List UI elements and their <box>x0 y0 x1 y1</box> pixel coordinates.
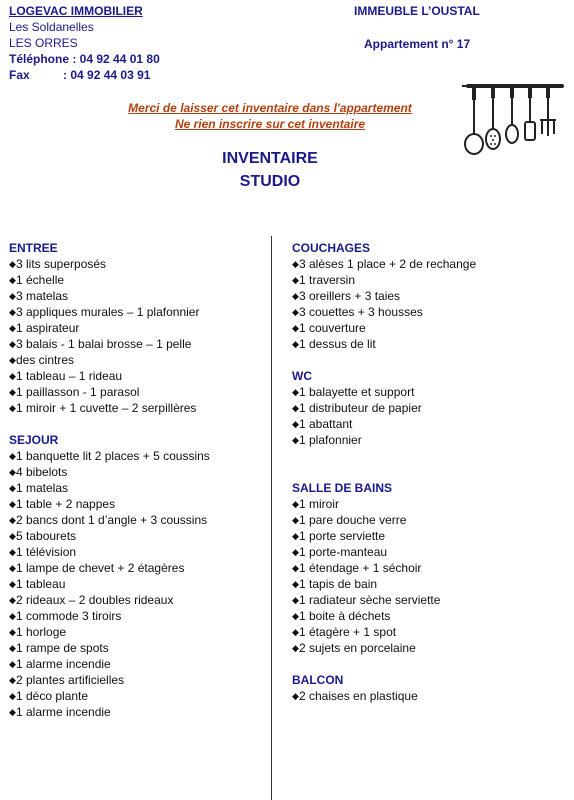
list-item <box>292 624 562 640</box>
list-item <box>9 272 264 288</box>
section-title: SEJOUR <box>9 433 59 447</box>
list-item <box>292 304 562 320</box>
apartment-number: Appartement n° 17 <box>364 37 471 51</box>
list-item-text: 1 radiateur sèche serviette <box>299 593 441 607</box>
diamond-bullet-icon: ◆ <box>9 595 16 605</box>
list-item-text: 1 pare douche verre <box>299 513 407 527</box>
section-couchages <box>292 240 562 352</box>
diamond-bullet-icon: ◆ <box>292 339 299 349</box>
list-item <box>292 384 562 400</box>
list-item-text: 2 rideaux – 2 doubles rideaux <box>16 593 174 607</box>
list-item-text: 3 couettes + 3 housses <box>299 305 423 319</box>
list-item-text: des cintres <box>16 353 75 367</box>
list-item-text: 4 bibelots <box>16 465 68 479</box>
list-item-text: 1 table + 2 nappes <box>16 497 116 511</box>
diamond-bullet-icon: ◆ <box>292 419 299 429</box>
list-item <box>9 576 264 592</box>
diamond-bullet-icon: ◆ <box>292 435 299 445</box>
list-item <box>292 432 562 448</box>
list-item <box>292 256 562 272</box>
list-item-text: 2 sujets en porcelaine <box>299 641 416 655</box>
list-item <box>292 560 562 576</box>
kitchen-utensils-icon <box>462 82 568 162</box>
diamond-bullet-icon: ◆ <box>9 467 16 477</box>
diamond-bullet-icon: ◆ <box>292 627 299 637</box>
list-item <box>292 608 562 624</box>
diamond-bullet-icon: ◆ <box>9 515 16 525</box>
diamond-bullet-icon: ◆ <box>292 595 299 605</box>
list-item-text: 1 traversin <box>299 273 356 287</box>
list-item <box>292 576 562 592</box>
list-item-text: 1 banquette lit 2 places + 5 coussins <box>16 449 210 463</box>
list-item <box>292 416 562 432</box>
list-item-text: 1 distributeur de papier <box>299 401 422 415</box>
list-item-text: 1 rampe de spots <box>16 641 109 655</box>
diamond-bullet-icon: ◆ <box>9 259 16 269</box>
building-name: IMMEUBLE L’OUSTAL <box>354 4 480 18</box>
list-item <box>9 640 264 656</box>
list-item-text: 1 miroir + 1 cuvette – 2 serpillères <box>16 401 197 415</box>
section-title: SALLE DE BAINS <box>292 481 393 495</box>
list-item-text: 1 miroir <box>299 497 340 511</box>
list-item-text: 1 balayette et support <box>299 385 415 399</box>
list-item <box>9 528 264 544</box>
list-item-text: 1 matelas <box>16 481 69 495</box>
list-item <box>9 464 264 480</box>
notice-line-no-writing: Ne rien inscrire sur cet inventaire <box>174 117 366 131</box>
diamond-bullet-icon: ◆ <box>9 275 16 285</box>
diamond-bullet-icon: ◆ <box>9 307 16 317</box>
section-spacer <box>9 416 264 432</box>
list-item <box>9 288 264 304</box>
list-item <box>292 320 562 336</box>
list-item-text: 1 porte serviette <box>299 529 386 543</box>
list-item <box>9 448 264 464</box>
list-item-text: 1 étagère + 1 spot <box>299 625 397 639</box>
diamond-bullet-icon: ◆ <box>9 403 16 413</box>
list-item-text: 1 aspirateur <box>16 321 80 335</box>
diamond-bullet-icon: ◆ <box>292 515 299 525</box>
list-item <box>9 592 264 608</box>
section-sejour <box>9 432 264 720</box>
list-item <box>9 624 264 640</box>
list-item <box>9 496 264 512</box>
list-item-text: 3 oreillers + 3 taies <box>299 289 401 303</box>
list-item-text: 1 boite à déchets <box>299 609 391 623</box>
list-item <box>292 640 562 656</box>
section-wc <box>292 368 562 448</box>
section-title: COUCHAGES <box>292 241 371 255</box>
diamond-bullet-icon: ◆ <box>9 323 16 333</box>
diamond-bullet-icon: ◆ <box>9 531 16 541</box>
list-item-text: 3 lits superposés <box>16 257 107 271</box>
diamond-bullet-icon: ◆ <box>292 387 299 397</box>
list-item <box>9 480 264 496</box>
diamond-bullet-icon: ◆ <box>292 307 299 317</box>
list-item-text: 2 chaises en plastique <box>299 689 418 703</box>
list-item-text: 1 horloge <box>16 625 67 639</box>
diamond-bullet-icon: ◆ <box>9 339 16 349</box>
list-item-text: 1 alarme incendie <box>16 705 111 719</box>
column-divider <box>271 236 272 800</box>
diamond-bullet-icon: ◆ <box>292 691 299 701</box>
diamond-bullet-icon: ◆ <box>9 627 16 637</box>
list-item-text: 1 tapis de bain <box>299 577 378 591</box>
diamond-bullet-icon: ◆ <box>9 387 16 397</box>
section-spacer <box>292 352 562 368</box>
document-title: INVENTAIRE <box>222 150 318 167</box>
diamond-bullet-icon: ◆ <box>9 547 16 557</box>
list-item <box>292 496 562 512</box>
diamond-bullet-icon: ◆ <box>292 643 299 653</box>
list-item-text: 3 alèses 1 place + 2 de rechange <box>299 257 477 271</box>
list-item-text: 1 étendage + 1 séchoir <box>299 561 422 575</box>
list-item-text: 1 dessus de lit <box>299 337 376 351</box>
section-entree <box>9 240 264 416</box>
diamond-bullet-icon: ◆ <box>9 499 16 509</box>
diamond-bullet-icon: ◆ <box>9 643 16 653</box>
notice-line-keep: Merci de laisser cet inventaire dans l'appartement <box>128 101 412 115</box>
list-item <box>292 544 562 560</box>
diamond-bullet-icon: ◆ <box>292 259 299 269</box>
list-item-text: 1 échelle <box>16 273 65 287</box>
diamond-bullet-icon: ◆ <box>9 355 16 365</box>
list-item-text: 1 alarme incendie <box>16 657 111 671</box>
list-item-text: 2 bancs dont 1 d’angle + 3 coussins <box>16 513 208 527</box>
diamond-bullet-icon: ◆ <box>292 499 299 509</box>
document-subtitle: STUDIO <box>239 173 301 190</box>
list-item <box>9 704 264 720</box>
diamond-bullet-icon: ◆ <box>9 371 16 381</box>
diamond-bullet-icon: ◆ <box>292 275 299 285</box>
section-spacer <box>292 448 562 480</box>
list-item-text: 1 couverture <box>299 321 366 335</box>
diamond-bullet-icon: ◆ <box>292 323 299 333</box>
diamond-bullet-icon: ◆ <box>292 403 299 413</box>
list-item <box>292 336 562 352</box>
list-item <box>9 368 264 384</box>
diamond-bullet-icon: ◆ <box>9 675 16 685</box>
agency-fax: Fax : 04 92 44 03 91 <box>9 68 151 82</box>
diamond-bullet-icon: ◆ <box>9 291 16 301</box>
list-item <box>9 336 264 352</box>
list-item-text: 1 porte-manteau <box>299 545 388 559</box>
list-item <box>9 560 264 576</box>
section-spacer <box>292 656 562 672</box>
list-item <box>9 512 264 528</box>
list-item <box>9 608 264 624</box>
diamond-bullet-icon: ◆ <box>9 579 16 589</box>
section-title: BALCON <box>292 673 344 687</box>
diamond-bullet-icon: ◆ <box>9 611 16 621</box>
diamond-bullet-icon: ◆ <box>9 659 16 669</box>
inventory-left-column <box>9 240 264 720</box>
list-item-text: 1 commode 3 tiroirs <box>16 609 122 623</box>
list-item-text: 1 abattant <box>299 417 353 431</box>
list-item-text: 1 tableau <box>16 577 66 591</box>
list-item-text: 1 lampe de chevet + 2 étagères <box>16 561 185 575</box>
diamond-bullet-icon: ◆ <box>292 579 299 589</box>
list-item-text: 3 balais - 1 balai brosse – 1 pelle <box>16 337 192 351</box>
diamond-bullet-icon: ◆ <box>9 707 16 717</box>
list-item <box>292 528 562 544</box>
agency-residence: Les Soldanelles <box>9 20 94 34</box>
diamond-bullet-icon: ◆ <box>9 563 16 573</box>
list-item <box>292 288 562 304</box>
diamond-bullet-icon: ◆ <box>292 611 299 621</box>
list-item <box>9 672 264 688</box>
agency-town: LES ORRES <box>9 36 78 50</box>
list-item-text: 1 déco plante <box>16 689 89 703</box>
list-item <box>9 688 264 704</box>
list-item-text: 1 tableau – 1 rideau <box>16 369 123 383</box>
list-item <box>9 400 264 416</box>
list-item <box>9 352 264 368</box>
section-title: ENTREE <box>9 241 58 255</box>
list-item <box>9 304 264 320</box>
list-item <box>9 256 264 272</box>
diamond-bullet-icon: ◆ <box>292 531 299 541</box>
section-salle-de-bains <box>292 480 562 656</box>
list-item <box>292 400 562 416</box>
list-item-text: 1 paillasson - 1 parasol <box>16 385 140 399</box>
list-item-text: 5 tabourets <box>16 529 77 543</box>
agency-phone: Téléphone : 04 92 44 01 80 <box>9 52 160 66</box>
diamond-bullet-icon: ◆ <box>9 483 16 493</box>
list-item <box>292 512 562 528</box>
diamond-bullet-icon: ◆ <box>292 547 299 557</box>
list-item <box>9 320 264 336</box>
diamond-bullet-icon: ◆ <box>292 563 299 573</box>
diamond-bullet-icon: ◆ <box>9 451 16 461</box>
list-item-text: 3 matelas <box>16 289 69 303</box>
inventory-right-column <box>292 240 562 704</box>
list-item-text: 3 appliques murales – 1 plafonnier <box>16 305 200 319</box>
section-title: WC <box>292 369 312 383</box>
list-item <box>292 272 562 288</box>
list-item-text: 2 plantes artificielles <box>16 673 125 687</box>
diamond-bullet-icon: ◆ <box>9 691 16 701</box>
list-item <box>9 656 264 672</box>
agency-name: LOGEVAC IMMOBILIER <box>9 4 143 18</box>
agency-block <box>9 3 160 83</box>
list-item-text: 1 plafonnier <box>299 433 362 447</box>
list-item <box>292 688 562 704</box>
section-balcon <box>292 672 562 704</box>
diamond-bullet-icon: ◆ <box>292 291 299 301</box>
list-item-text: 1 télévision <box>16 545 77 559</box>
list-item <box>292 592 562 608</box>
list-item <box>9 544 264 560</box>
list-item <box>9 384 264 400</box>
